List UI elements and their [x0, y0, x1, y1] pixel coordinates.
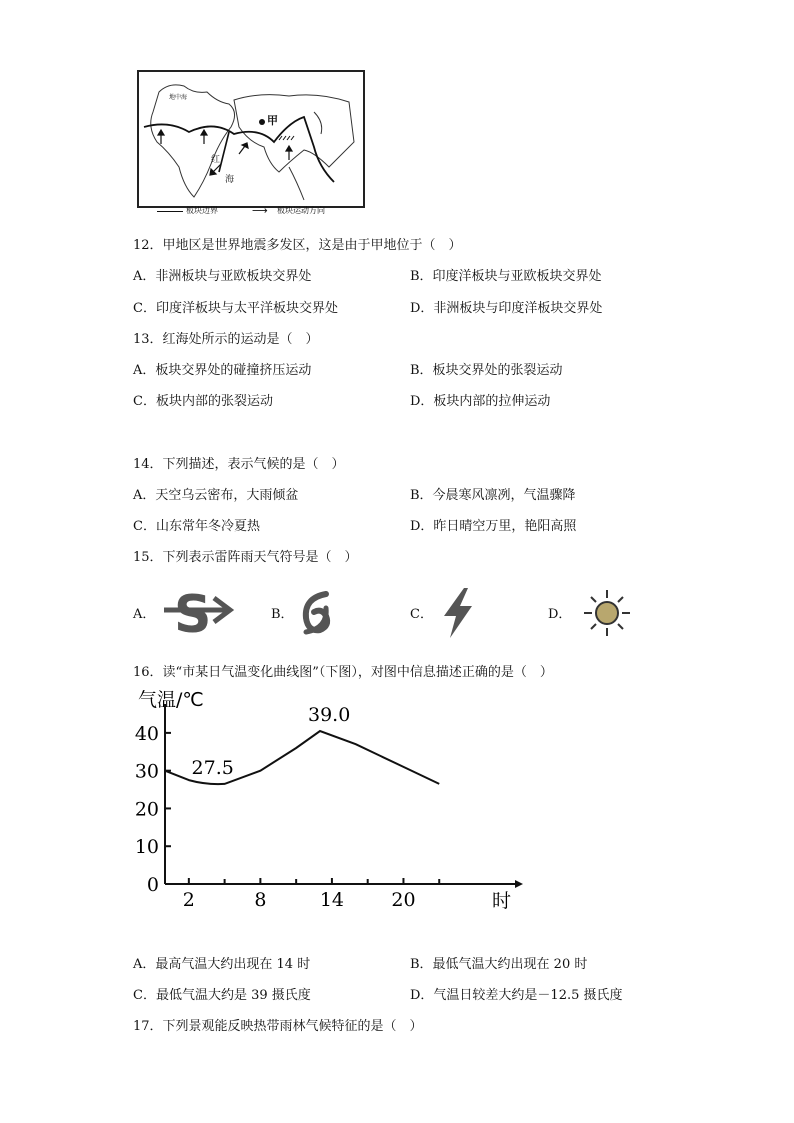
sun-symbol-icon — [580, 586, 634, 644]
q16-option-b: B．最低气温大约出现在 20 时 — [410, 957, 588, 972]
q14-option-a: A．天空乌云密布，大雨倾盆 — [133, 488, 299, 503]
lightning-symbol-icon — [438, 586, 478, 644]
q13-option-d: D．板块内部的拉伸运动 — [410, 394, 551, 409]
question-16: 16．读“市某日气温变化曲线图”（下图），对图中信息描述正确的是（ ） — [133, 665, 553, 680]
q15-option-c: C． — [410, 607, 433, 622]
y-tick-label: 40 — [134, 722, 159, 745]
temperature-chart — [130, 684, 530, 914]
q14-option-d: D．昨日晴空万里，艳阳高照 — [410, 519, 577, 534]
svg-text:S: S — [174, 586, 212, 638]
question-15: 15．下列表示雷阵雨天气符号是（ ） — [133, 550, 358, 565]
q14-option-c: C．山东常年冬冷夏热 — [133, 519, 260, 534]
legend-boundary-line — [157, 211, 183, 212]
q12-option-a: A．非洲板块与亚欧板块交界处 — [133, 269, 312, 284]
map-label-jia: 甲 — [267, 114, 278, 127]
q13-option-c: C．板块内部的张裂运动 — [133, 394, 273, 409]
q16-option-c: C．最低气温大约是 39 摄氏度 — [133, 988, 311, 1003]
q12-option-c: C．印度洋板块与太平洋板块交界处 — [133, 301, 338, 316]
q15-option-a: A． — [133, 607, 156, 622]
y-tick-label: 0 — [146, 874, 159, 896]
temperature-chart-svg — [130, 684, 530, 914]
q12-option-d: D．非洲板块与印度洋板块交界处 — [410, 301, 603, 316]
question-12: 12．甲地区是世界地震多发区，这是由于甲地位于（ ） — [133, 238, 462, 253]
x-tick-label: 14 — [319, 889, 345, 911]
annotation-max: 39.0 — [308, 704, 351, 726]
legend-direction-label: 板块运动方向 — [277, 206, 325, 215]
question-17: 17．下列景观能反映热带雨林气候特征的是（ ） — [133, 1019, 423, 1034]
q12-option-b: B．印度洋板块与亚欧板块交界处 — [410, 269, 602, 284]
wind-arrow-symbol-icon — [160, 586, 236, 642]
q14-option-b: B．今晨寒风凛冽，气温骤降 — [410, 488, 576, 503]
x-tick-label: 2 — [182, 889, 195, 911]
x-axis-arrow — [515, 880, 523, 888]
plate-map — [137, 70, 365, 208]
q15-option-b: B． — [271, 607, 294, 622]
chart-ylabel: 气温/℃ — [138, 689, 204, 711]
y-tick-label: 20 — [134, 798, 159, 821]
jia-marker — [259, 119, 265, 125]
q15-option-d: D． — [548, 607, 572, 622]
map-label-hai: 海 — [225, 175, 235, 185]
annotation-min: 27.5 — [191, 756, 234, 779]
q13-option-b: B．板块交界处的张裂运动 — [410, 363, 563, 378]
chart-xlabel: 时 — [492, 890, 512, 912]
map-label-hong: 红 — [211, 155, 221, 165]
typhoon-symbol-icon — [296, 588, 336, 642]
q16-option-a: A．最高气温大约出现在 14 时 — [133, 957, 311, 972]
y-tick-label: 10 — [134, 836, 159, 859]
y-tick-label: 30 — [134, 760, 159, 783]
map-label-dizhonghai: 地中海 — [169, 94, 188, 101]
arrow-right-icon: ⟶ — [252, 204, 268, 217]
q16-option-d: D．气温日较差大约是－12.5 摄氏度 — [410, 988, 623, 1003]
question-13: 13．红海处所示的运动是（ ） — [133, 332, 319, 347]
x-tick-label: 8 — [254, 889, 267, 911]
map-legend — [157, 205, 367, 219]
legend-boundary-label: 板块边界 — [186, 206, 218, 215]
q13-option-a: A．板块交界处的碰撞挤压运动 — [133, 363, 312, 378]
x-tick-label: 20 — [391, 889, 416, 911]
question-14: 14．下列描述，表示气候的是（ ） — [133, 457, 345, 472]
